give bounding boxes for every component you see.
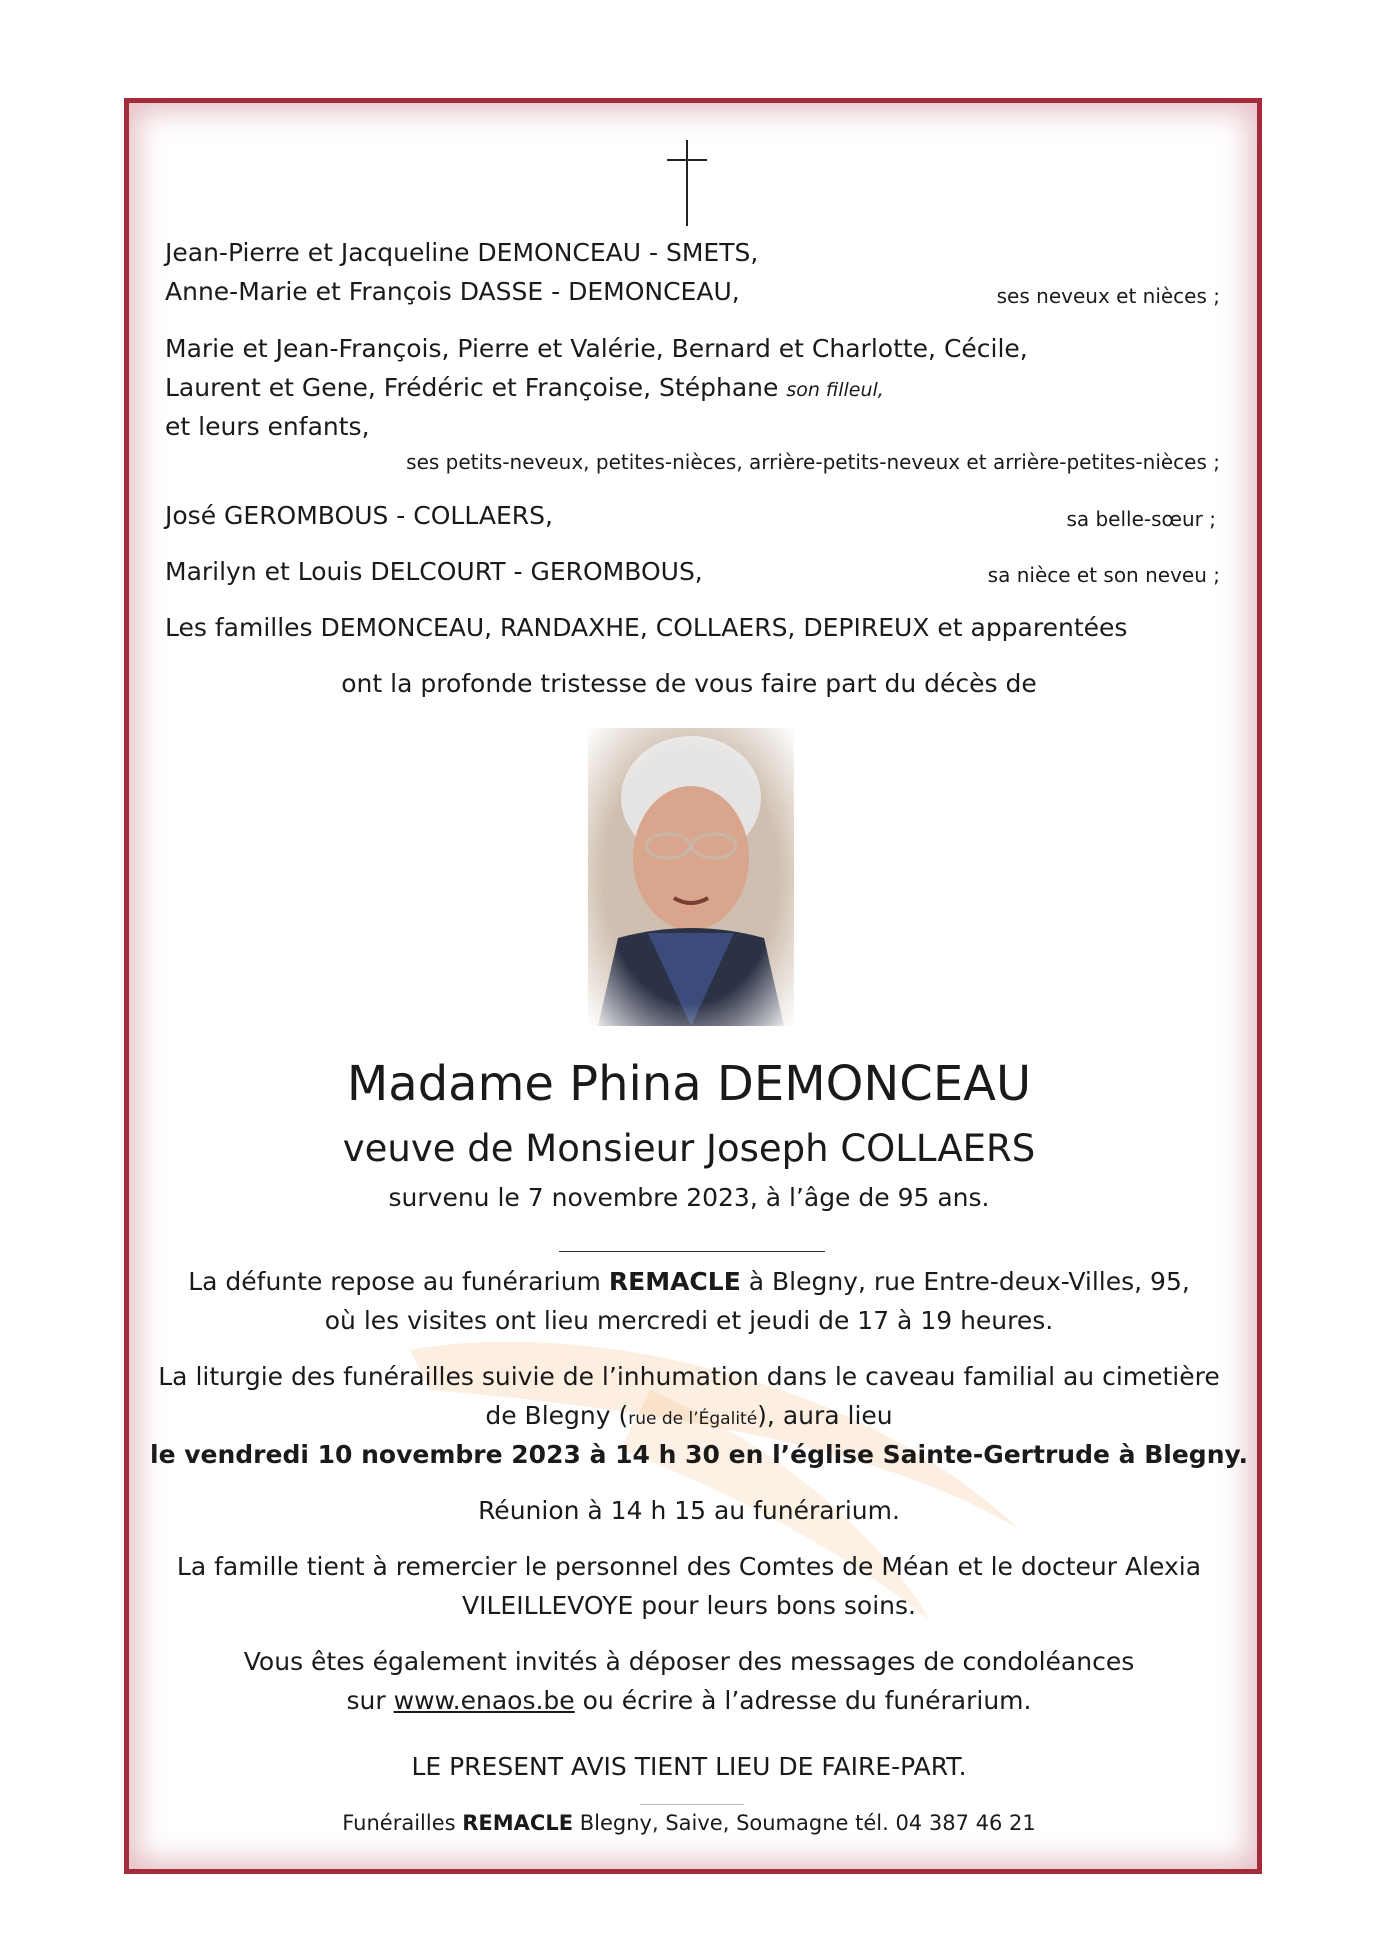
family-line-1: Jean-Pierre et Jacqueline DEMONCEAU - SMETS, <box>165 238 759 267</box>
footer-divider <box>640 1804 744 1805</box>
footer-contact: Funérailles REMACLE Blegny, Saive, Soumagne tél. 04 387 46 21 <box>342 1811 1036 1835</box>
family-line-6: José GEROMBOUS - COLLAERS, <box>165 501 553 530</box>
deceased-photo <box>588 728 794 1026</box>
family-line-4: Laurent et Gene, Frédéric et Françoise, Stéphane son filleul, <box>165 373 884 402</box>
relation-nephews: ses neveux et nièces ; <box>996 284 1220 308</box>
meeting-time: Réunion à 14 h 15 au funérarium. <box>478 1496 900 1525</box>
thanks-line-1: La famille tient à remercier le personnel des Comtes de Méan et le docteur Alexia <box>176 1552 1202 1581</box>
family-line-7: Marilyn et Louis DELCOURT - GEROMBOUS, <box>165 557 703 586</box>
relation-sister-in-law: sa belle-sœur ; <box>1066 507 1216 531</box>
deceased-name: Madame Phina DEMONCEAU <box>346 1056 1032 1112</box>
liturgy-line-2: de Blegny (rue de l’Égalité), aura lieu <box>485 1401 893 1430</box>
rest-place: La défunte repose au funérarium REMACLE à Blegny, rue Entre-deux-Villes, 95, <box>188 1267 1190 1296</box>
relation-niece-nephew: sa nièce et son neveu ; <box>987 563 1220 587</box>
relation-grandnephews: ses petits-neveux, petites-nièces, arrière-petits-neveux et arrière-petites-nièces ; <box>406 450 1220 474</box>
ceremony-date: le vendredi 10 novembre 2023 à 14 h 30 en l’église Sainte-Gertrude à Blegny. <box>150 1440 1248 1469</box>
widow-of: veuve de Monsieur Joseph COLLAERS <box>342 1127 1036 1170</box>
divider <box>559 1251 825 1252</box>
announcement: ont la profonde tristesse de vous faire part du décès de <box>341 669 1037 698</box>
cross-icon <box>665 138 709 228</box>
notice: LE PRESENT AVIS TIENT LIEU DE FAIRE-PART. <box>411 1752 967 1781</box>
condolences-line-2: sur www.enaos.be ou écrire à l’adresse du funérarium. <box>346 1686 1032 1715</box>
liturgy-line-1: La liturgie des funérailles suivie de l’inhumation dans le caveau familial au cimetière <box>158 1362 1220 1391</box>
family-line-8: Les familles DEMONCEAU, RANDAXHE, COLLAERS, DEPIREUX et apparentées <box>165 613 1128 642</box>
family-line-2: Anne-Marie et François DASSE - DEMONCEAU, <box>165 277 740 306</box>
visit-hours: où les visites ont lieu mercredi et jeudi de 17 à 19 heures. <box>324 1306 1054 1335</box>
thanks-line-2: VILEILLEVOYE pour leurs bons soins. <box>462 1591 916 1620</box>
death-date: survenu le 7 novembre 2023, à l’âge de 95 ans. <box>388 1183 990 1212</box>
godson-note: son filleul, <box>786 379 884 401</box>
enaos-link[interactable]: www.enaos.be <box>393 1686 575 1715</box>
condolences-line-1: Vous êtes également invités à déposer des messages de condoléances <box>243 1647 1135 1676</box>
family-line-5: et leurs enfants, <box>165 412 370 441</box>
family-line-3: Marie et Jean-François, Pierre et Valérie, Bernard et Charlotte, Cécile, <box>165 334 1028 363</box>
